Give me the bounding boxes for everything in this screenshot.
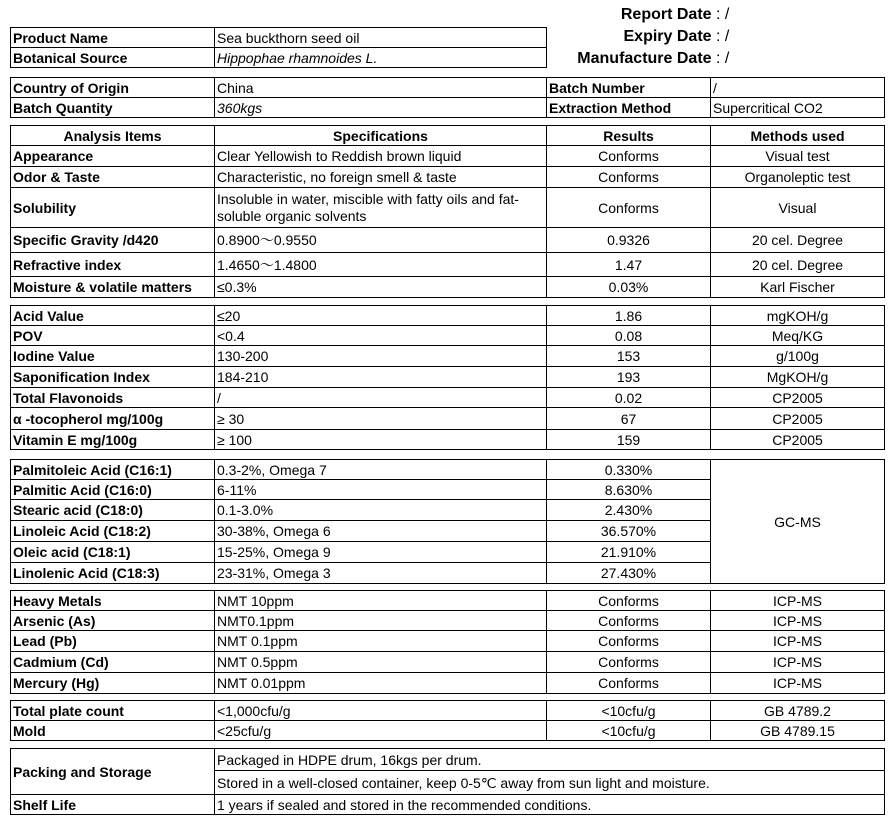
spec-value: <25cfu/g [215, 721, 547, 741]
item-name: Cadmium (Cd) [11, 652, 215, 673]
result-value: Conforms [547, 611, 711, 631]
header-methods: Methods used [711, 126, 885, 146]
manufacture-date-row [552, 48, 742, 70]
spec-value: <0.4 [215, 326, 547, 346]
item-name: Saponification Index [11, 367, 215, 388]
batch-quantity-value: 360kgs [215, 98, 547, 118]
result-value: Conforms [547, 591, 711, 611]
result-value: 193 [547, 367, 711, 388]
table-row [11, 228, 885, 253]
table-row [11, 253, 885, 277]
method-value: CP2005 [711, 388, 885, 408]
method-value: CP2005 [711, 408, 885, 430]
table-row [11, 367, 885, 388]
item-name: Total Flavonoids [11, 388, 215, 408]
spec-value: 0.3-2%, Omega 7 [215, 460, 547, 480]
method-value: ICP-MS [711, 611, 885, 631]
spec-value: Insoluble in water, miscible with fatty oils and fat-soluble organic solvents [215, 188, 547, 228]
expiry-date-row [552, 26, 742, 48]
extraction-value: Supercritical CO2 [711, 98, 885, 118]
result-value: Conforms [547, 167, 711, 188]
item-name: Linoleic Acid (C18:2) [11, 521, 215, 542]
spec-value: 15-25%, Omega 9 [215, 542, 547, 563]
method-value: 20 cel. Degree [711, 253, 885, 277]
method-value: MgKOH/g [711, 367, 885, 388]
spec-value: 0.1-3.0% [215, 500, 547, 521]
item-name: Arsenic (As) [11, 611, 215, 631]
item-name: α -tocopherol mg/100g [11, 408, 215, 430]
method-value: ICP-MS [711, 631, 885, 652]
spec-value: Clear Yellowish to Reddish brown liquid [215, 146, 547, 167]
report-dates [552, 4, 742, 70]
table-row [11, 146, 885, 167]
result-value: 159 [547, 430, 711, 450]
table-row [11, 326, 885, 346]
item-name: Palmitic Acid (C16:0) [11, 480, 215, 500]
method-value: ICP-MS [711, 673, 885, 694]
table-row [11, 673, 885, 694]
method-value: Visual test [711, 146, 885, 167]
gc-ms-method: GC-MS [711, 460, 885, 584]
shelf-life-value: 1 years if sealed and stored in the recommended conditions. [215, 795, 885, 815]
botanical-source-row [11, 48, 547, 68]
packing-table [10, 748, 885, 815]
origin-row [11, 78, 885, 98]
table-row [11, 460, 885, 480]
analysis-table-physical [10, 125, 885, 298]
packing-line-1: Packaged in HDPE drum, 16kgs per drum. [215, 749, 885, 771]
spec-value: ≥ 100 [215, 430, 547, 450]
spec-value: 30-38%, Omega 6 [215, 521, 547, 542]
item-name: Appearance [11, 146, 215, 167]
analysis-header-row [11, 126, 885, 146]
product-name-value: Sea buckthorn seed oil [215, 28, 547, 48]
table-row [11, 591, 885, 611]
method-value: Meq/KG [711, 326, 885, 346]
packing-label: Packing and Storage [11, 749, 215, 795]
spec-value: 184-210 [215, 367, 547, 388]
spec-value: / [215, 388, 547, 408]
product-name-label: Product Name [11, 28, 215, 48]
table-row [11, 188, 885, 228]
result-value: 0.9326 [547, 228, 711, 253]
item-name: Oleic acid (C18:1) [11, 542, 215, 563]
report-date-value: : / [716, 6, 730, 23]
table-row [11, 721, 885, 741]
item-name: Acid Value [11, 306, 215, 326]
report-date-row [552, 4, 742, 26]
origin-table [10, 77, 885, 118]
fatty-acids-table [10, 459, 885, 584]
manufacture-date-label: Manufacture Date [577, 50, 712, 67]
result-value: 1.86 [547, 306, 711, 326]
result-value: 67 [547, 408, 711, 430]
result-value: 153 [547, 346, 711, 367]
method-value: GB 4789.15 [711, 721, 885, 741]
table-row [11, 631, 885, 652]
item-name: Total plate count [11, 701, 215, 721]
item-name: Mercury (Hg) [11, 673, 215, 694]
method-value: mgKOH/g [711, 306, 885, 326]
table-row [11, 611, 885, 631]
table-row [11, 408, 885, 430]
batch-number-value: / [711, 78, 885, 98]
result-value: Conforms [547, 146, 711, 167]
botanical-source-label: Botanical Source [11, 48, 215, 68]
spec-value: 23-31%, Omega 3 [215, 563, 547, 584]
item-name: Refractive index [11, 253, 215, 277]
product-table [10, 27, 547, 68]
country-value: China [215, 78, 547, 98]
spec-value: NMT 0.01ppm [215, 673, 547, 694]
header-specifications: Specifications [215, 126, 547, 146]
item-name: Specific Gravity /d420 [11, 228, 215, 253]
method-value: 20 cel. Degree [711, 228, 885, 253]
method-value: Organoleptic test [711, 167, 885, 188]
method-value: ICP-MS [711, 591, 885, 611]
spec-value: 0.8900～0.9550 [215, 228, 547, 253]
table-row [11, 430, 885, 450]
method-value: g/100g [711, 346, 885, 367]
header-analysis-items: Analysis Items [11, 126, 215, 146]
manufacture-date-value: : / [716, 50, 730, 67]
result-value: Conforms [547, 631, 711, 652]
report-date-label: Report Date [620, 6, 712, 23]
spec-value: Characteristic, no foreign smell & taste [215, 167, 547, 188]
product-name-row [11, 28, 547, 48]
method-value: Visual [711, 188, 885, 228]
result-value: 8.630% [547, 480, 711, 500]
result-value: 0.08 [547, 326, 711, 346]
table-row [11, 388, 885, 408]
spec-value: ≥ 30 [215, 408, 547, 430]
table-row [11, 277, 885, 298]
item-name: Palmitoleic Acid (C16:1) [11, 460, 215, 480]
packing-line-2: Stored in a well-closed container, keep 0-5℃ away from sun light and moisture. [215, 771, 885, 795]
method-value: Karl Fischer [711, 277, 885, 298]
table-row [11, 306, 885, 326]
item-name: Mold [11, 721, 215, 741]
spec-value: 130-200 [215, 346, 547, 367]
item-name: Iodine Value [11, 346, 215, 367]
expiry-date-label: Expiry Date [623, 28, 712, 45]
spec-value: NMT0.1ppm [215, 611, 547, 631]
batch-number-label: Batch Number [547, 78, 711, 98]
result-value: Conforms [547, 673, 711, 694]
table-row [11, 167, 885, 188]
result-value: 0.330% [547, 460, 711, 480]
result-value: <10cfu/g [547, 721, 711, 741]
method-value: GB 4789.2 [711, 701, 885, 721]
result-value: 21.910% [547, 542, 711, 563]
shelf-life-label: Shelf Life [11, 795, 215, 815]
item-name: Vitamin E mg/100g [11, 430, 215, 450]
spec-value: 6-11% [215, 480, 547, 500]
microbiology-table [10, 700, 885, 741]
item-name: Solubility [11, 188, 215, 228]
batch-row [11, 98, 885, 118]
extraction-label: Extraction Method [547, 98, 711, 118]
result-value: 2.430% [547, 500, 711, 521]
item-name: Linolenic Acid (C18:3) [11, 563, 215, 584]
result-value: 1.47 [547, 253, 711, 277]
packing-row-1 [11, 749, 885, 771]
table-row [11, 701, 885, 721]
spec-value: <1,000cfu/g [215, 701, 547, 721]
result-value: Conforms [547, 652, 711, 673]
spec-value: ≤0.3% [215, 277, 547, 298]
analysis-table-chemical [10, 305, 885, 450]
spec-value: 1.4650～1.4800 [215, 253, 547, 277]
table-row [11, 652, 885, 673]
result-value: 0.03% [547, 277, 711, 298]
spec-value: NMT 0.1ppm [215, 631, 547, 652]
item-name: POV [11, 326, 215, 346]
item-name: Odor & Taste [11, 167, 215, 188]
result-value: 0.02 [547, 388, 711, 408]
method-value: ICP-MS [711, 652, 885, 673]
result-value: 27.430% [547, 563, 711, 584]
spec-value: NMT 10ppm [215, 591, 547, 611]
shelf-life-row [11, 795, 885, 815]
spec-value: ≤20 [215, 306, 547, 326]
result-value: Conforms [547, 188, 711, 228]
result-value: 36.570% [547, 521, 711, 542]
spec-value: NMT 0.5ppm [215, 652, 547, 673]
item-name: Stearic acid (C18:0) [11, 500, 215, 521]
result-value: <10cfu/g [547, 701, 711, 721]
batch-quantity-label: Batch Quantity [11, 98, 215, 118]
country-label: Country of Origin [11, 78, 215, 98]
method-value: CP2005 [711, 430, 885, 450]
header-results: Results [547, 126, 711, 146]
item-name: Lead (Pb) [11, 631, 215, 652]
table-row [11, 346, 885, 367]
item-name: Heavy Metals [11, 591, 215, 611]
botanical-source-value: Hippophae rhamnoides L. [215, 48, 547, 68]
expiry-date-value: : / [716, 28, 730, 45]
item-name: Moisture & volatile matters [11, 277, 215, 298]
heavy-metals-table [10, 590, 885, 694]
